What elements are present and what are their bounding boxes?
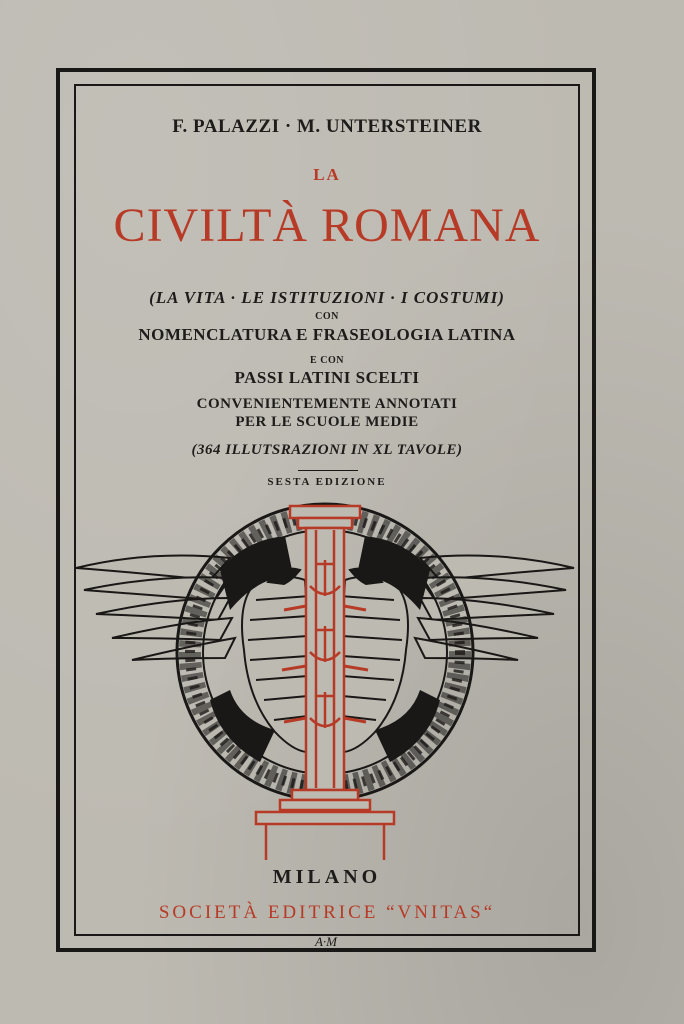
con-label: CON xyxy=(315,311,339,322)
emblem xyxy=(70,500,580,860)
authors: F. PALAZZI · M. UNTERSTEINER xyxy=(172,116,482,137)
per-scuole-line: PER LE SCUOLE MEDIE xyxy=(235,414,419,430)
nomenclatura-line: NOMENCLATURA E FRASEOLOGIA LATINA xyxy=(138,325,516,344)
convenientemente-line: CONVENIENTEMENTE ANNOTATI xyxy=(196,396,458,412)
title-article: LA xyxy=(313,165,341,184)
city-label: MILANO xyxy=(272,866,382,888)
edition-label: SESTA EDIZIONE xyxy=(267,476,387,488)
monogram: A·M xyxy=(314,934,338,949)
book-title: CIVILTÀ ROMANA xyxy=(113,199,541,252)
publisher-label: SOCIETÀ EDITRICE “VNITAS“ xyxy=(158,902,496,923)
passi-line: PASSI LATINI SCELTI xyxy=(234,368,420,387)
e-con-label: E CON xyxy=(310,355,344,366)
illustrazioni-line: (364 ILLUTSRAZIONI IN XL TAVOLE) xyxy=(191,442,463,458)
edition-rule xyxy=(298,470,358,471)
subtitle: (LA VITA · LE ISTITUZIONI · I COSTUMI) xyxy=(149,288,505,307)
